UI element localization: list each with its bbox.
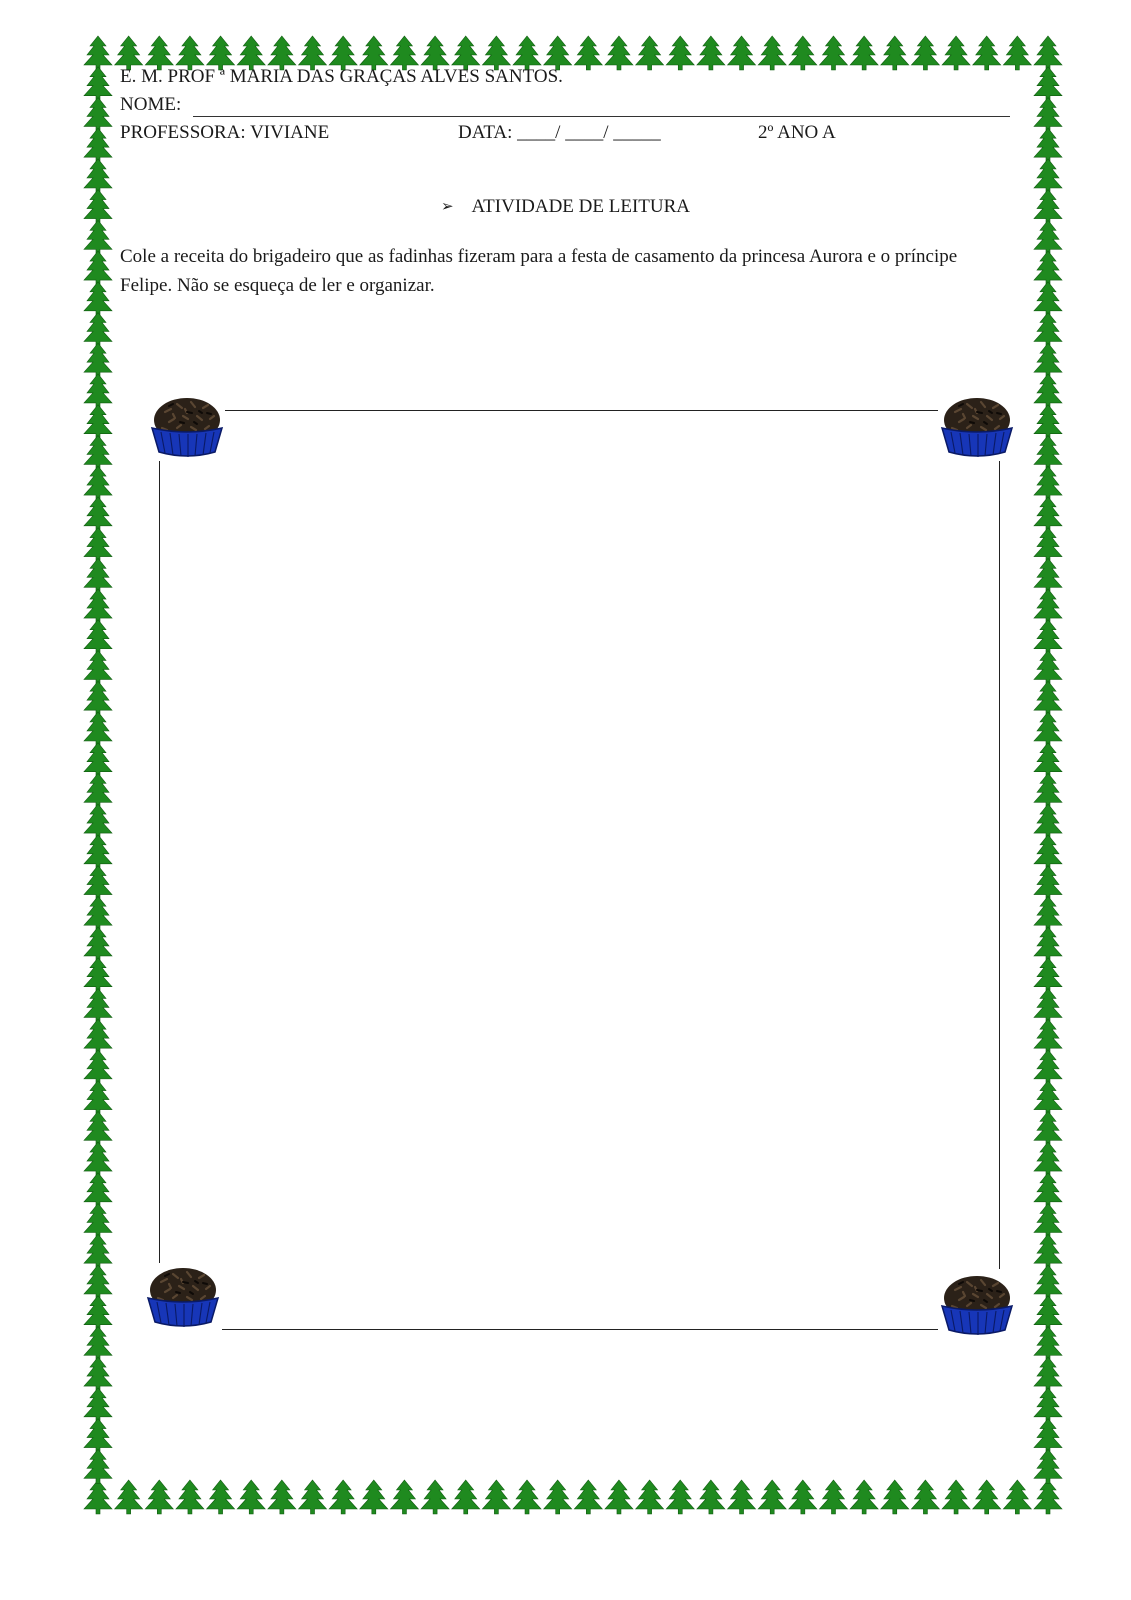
christmas-tree-icon — [1034, 67, 1062, 101]
frame-bottom-line — [222, 1329, 938, 1330]
christmas-tree-icon — [84, 313, 112, 347]
christmas-tree-icon — [84, 97, 112, 131]
christmas-tree-icon — [84, 466, 112, 500]
christmas-tree-icon — [390, 1480, 418, 1514]
christmas-tree-icon — [1034, 1480, 1062, 1514]
christmas-tree-icon — [84, 343, 112, 377]
activity-instruction: Cole a receita do brigadeiro que as fadinhas fizeram para a festa de casamento da princesa Aurora e o príncipe Felipe. Não se esqueça de ler e organizar. — [120, 246, 958, 296]
christmas-tree-icon — [513, 1480, 541, 1514]
christmas-tree-icon — [636, 1480, 664, 1514]
christmas-tree-icon — [84, 620, 112, 654]
christmas-tree-icon — [84, 220, 112, 254]
christmas-tree-icon — [1034, 97, 1062, 131]
christmas-tree-icon — [850, 36, 878, 70]
christmas-tree-icon — [881, 1480, 909, 1514]
christmas-tree-icon — [115, 1480, 143, 1514]
christmas-tree-icon — [1034, 1357, 1062, 1391]
christmas-tree-icon — [84, 1357, 112, 1391]
christmas-tree-icon — [1034, 681, 1062, 715]
christmas-tree-icon — [1034, 313, 1062, 347]
christmas-tree-icon — [666, 36, 694, 70]
christmas-tree-icon — [390, 36, 418, 70]
arrow-bullet-icon: ➢ — [440, 199, 454, 215]
christmas-tree-icon — [84, 1050, 112, 1084]
christmas-tree-icon — [758, 1480, 786, 1514]
christmas-tree-icon — [1034, 1050, 1062, 1084]
christmas-tree-icon — [973, 1480, 1001, 1514]
christmas-tree-icon — [84, 1326, 112, 1360]
christmas-tree-icon — [666, 1480, 694, 1514]
christmas-tree-icon — [1034, 589, 1062, 623]
christmas-tree-icon — [84, 1234, 112, 1268]
christmas-tree-icon — [911, 1480, 939, 1514]
christmas-tree-icon — [1034, 1449, 1062, 1483]
date-field[interactable]: DATA: ____/ ____/ _____ — [458, 122, 661, 143]
christmas-tree-icon — [636, 36, 664, 70]
christmas-tree-icon — [544, 36, 572, 70]
christmas-tree-icon — [84, 958, 112, 992]
christmas-tree-icon — [84, 773, 112, 807]
christmas-tree-icon — [513, 36, 541, 70]
christmas-tree-icon — [1034, 374, 1062, 408]
christmas-tree-icon — [789, 1480, 817, 1514]
christmas-tree-icon — [1034, 1388, 1062, 1422]
christmas-tree-icon — [942, 1480, 970, 1514]
christmas-tree-icon — [84, 528, 112, 562]
christmas-tree-icon — [1003, 36, 1031, 70]
christmas-tree-icon — [1034, 220, 1062, 254]
christmas-tree-icon — [942, 36, 970, 70]
christmas-tree-icon — [84, 128, 112, 162]
christmas-tree-icon — [1034, 743, 1062, 777]
christmas-tree-icon — [299, 36, 327, 70]
christmas-tree-icon — [176, 36, 204, 70]
christmas-tree-icon — [452, 1480, 480, 1514]
school-name: E. M. PROF ª MARIA DAS GRAÇAS ALVES SANTOS. — [120, 66, 563, 87]
christmas-tree-icon — [84, 927, 112, 961]
christmas-tree-icon — [84, 282, 112, 316]
christmas-tree-icon — [697, 36, 725, 70]
christmas-tree-icon — [1034, 866, 1062, 900]
christmas-tree-icon — [1034, 958, 1062, 992]
christmas-tree-icon — [268, 36, 296, 70]
christmas-tree-icon — [1034, 1173, 1062, 1207]
christmas-tree-icon — [84, 681, 112, 715]
christmas-tree-icon — [84, 159, 112, 193]
christmas-tree-icon — [84, 1203, 112, 1237]
christmas-tree-icon — [697, 1480, 725, 1514]
christmas-tree-icon — [237, 36, 265, 70]
christmas-tree-icon — [1034, 620, 1062, 654]
christmas-tree-icon — [1034, 405, 1062, 439]
christmas-tree-icon — [605, 36, 633, 70]
christmas-tree-icon — [237, 1480, 265, 1514]
christmas-tree-icon — [84, 1296, 112, 1330]
christmas-tree-icon — [1034, 1265, 1062, 1299]
christmas-tree-icon — [1034, 1081, 1062, 1115]
christmas-tree-icon — [421, 36, 449, 70]
activity-title-row — [0, 196, 1131, 219]
christmas-tree-icon — [84, 558, 112, 592]
christmas-tree-icon — [1034, 343, 1062, 377]
christmas-tree-icon — [84, 712, 112, 746]
christmas-tree-icon — [973, 36, 1001, 70]
christmas-tree-icon — [360, 36, 388, 70]
name-label: NOME: — [120, 94, 182, 115]
christmas-tree-icon — [84, 1388, 112, 1422]
christmas-tree-icon — [1003, 1480, 1031, 1514]
christmas-tree-icon — [1034, 773, 1062, 807]
christmas-tree-icon — [84, 1449, 112, 1483]
christmas-tree-icon — [574, 1480, 602, 1514]
christmas-tree-icon — [1034, 1326, 1062, 1360]
christmas-tree-icon — [115, 36, 143, 70]
christmas-tree-icon — [1034, 282, 1062, 316]
christmas-tree-icon — [421, 1480, 449, 1514]
brigadeiro-icon — [937, 1270, 1017, 1340]
christmas-tree-icon — [1034, 251, 1062, 285]
christmas-tree-icon — [299, 1480, 327, 1514]
christmas-tree-icon — [881, 36, 909, 70]
christmas-tree-icon — [84, 1480, 112, 1514]
christmas-tree-icon — [819, 1480, 847, 1514]
christmas-tree-icon — [1034, 712, 1062, 746]
christmas-tree-icon — [1034, 650, 1062, 684]
christmas-tree-icon — [819, 36, 847, 70]
grade-label: 2º ANO A — [758, 122, 836, 143]
christmas-tree-icon — [1034, 1019, 1062, 1053]
christmas-tree-icon — [84, 1265, 112, 1299]
frame-top-line — [225, 410, 938, 411]
christmas-tree-icon — [605, 1480, 633, 1514]
christmas-tree-icon — [329, 36, 357, 70]
christmas-tree-icon — [1034, 1234, 1062, 1268]
christmas-tree-icon — [84, 896, 112, 930]
christmas-tree-icon — [1034, 1419, 1062, 1453]
christmas-tree-icon — [482, 36, 510, 70]
activity-title: ATIVIDADE DE LEITURA — [471, 196, 691, 217]
christmas-tree-icon — [758, 36, 786, 70]
christmas-tree-icon — [789, 36, 817, 70]
paste-area[interactable] — [165, 415, 993, 1323]
christmas-tree-icon — [84, 1081, 112, 1115]
christmas-tree-icon — [850, 1480, 878, 1514]
christmas-tree-icon — [1034, 159, 1062, 193]
christmas-tree-icon — [84, 497, 112, 531]
christmas-tree-icon — [1034, 466, 1062, 500]
frame-right-line — [999, 461, 1000, 1269]
christmas-tree-icon — [268, 1480, 296, 1514]
christmas-tree-icon — [1034, 1296, 1062, 1330]
christmas-tree-icon — [84, 251, 112, 285]
christmas-tree-icon — [1034, 1142, 1062, 1176]
christmas-tree-icon — [84, 1142, 112, 1176]
christmas-tree-icon — [176, 1480, 204, 1514]
christmas-tree-icon — [1034, 804, 1062, 838]
christmas-tree-icon — [1034, 528, 1062, 562]
christmas-tree-icon — [728, 36, 756, 70]
christmas-tree-icon — [84, 1419, 112, 1453]
christmas-tree-icon — [84, 866, 112, 900]
christmas-tree-icon — [84, 1111, 112, 1145]
christmas-tree-icon — [1034, 497, 1062, 531]
teacher-label: PROFESSORA: VIVIANE — [120, 122, 330, 143]
christmas-tree-icon — [145, 1480, 173, 1514]
christmas-tree-icon — [1034, 1203, 1062, 1237]
christmas-tree-icon — [84, 835, 112, 869]
christmas-tree-icon — [911, 36, 939, 70]
christmas-tree-icon — [1034, 128, 1062, 162]
christmas-tree-icon — [84, 1019, 112, 1053]
christmas-tree-icon — [84, 374, 112, 408]
christmas-tree-icon — [360, 1480, 388, 1514]
name-line[interactable] — [193, 116, 1010, 117]
christmas-tree-icon — [84, 650, 112, 684]
christmas-tree-icon — [84, 1173, 112, 1207]
christmas-tree-icon — [84, 36, 112, 70]
christmas-tree-icon — [544, 1480, 572, 1514]
christmas-tree-icon — [84, 804, 112, 838]
christmas-tree-icon — [84, 435, 112, 469]
christmas-tree-icon — [145, 36, 173, 70]
christmas-tree-icon — [207, 36, 235, 70]
christmas-tree-icon — [574, 36, 602, 70]
christmas-tree-icon — [84, 988, 112, 1022]
christmas-tree-icon — [1034, 927, 1062, 961]
christmas-tree-icon — [84, 405, 112, 439]
christmas-tree-icon — [482, 1480, 510, 1514]
christmas-tree-icon — [728, 1480, 756, 1514]
christmas-tree-icon — [207, 1480, 235, 1514]
brigadeiro-icon — [937, 392, 1017, 462]
brigadeiro-icon — [143, 1262, 223, 1332]
christmas-tree-icon — [452, 36, 480, 70]
brigadeiro-icon — [147, 392, 227, 462]
christmas-tree-icon — [1034, 1111, 1062, 1145]
christmas-tree-icon — [1034, 558, 1062, 592]
christmas-tree-icon — [84, 743, 112, 777]
christmas-tree-icon — [1034, 435, 1062, 469]
christmas-tree-icon — [1034, 896, 1062, 930]
christmas-tree-icon — [1034, 36, 1062, 70]
christmas-tree-icon — [329, 1480, 357, 1514]
frame-left-line — [159, 461, 160, 1263]
christmas-tree-icon — [84, 589, 112, 623]
christmas-tree-icon — [1034, 835, 1062, 869]
christmas-tree-icon — [1034, 988, 1062, 1022]
christmas-tree-icon — [84, 67, 112, 101]
